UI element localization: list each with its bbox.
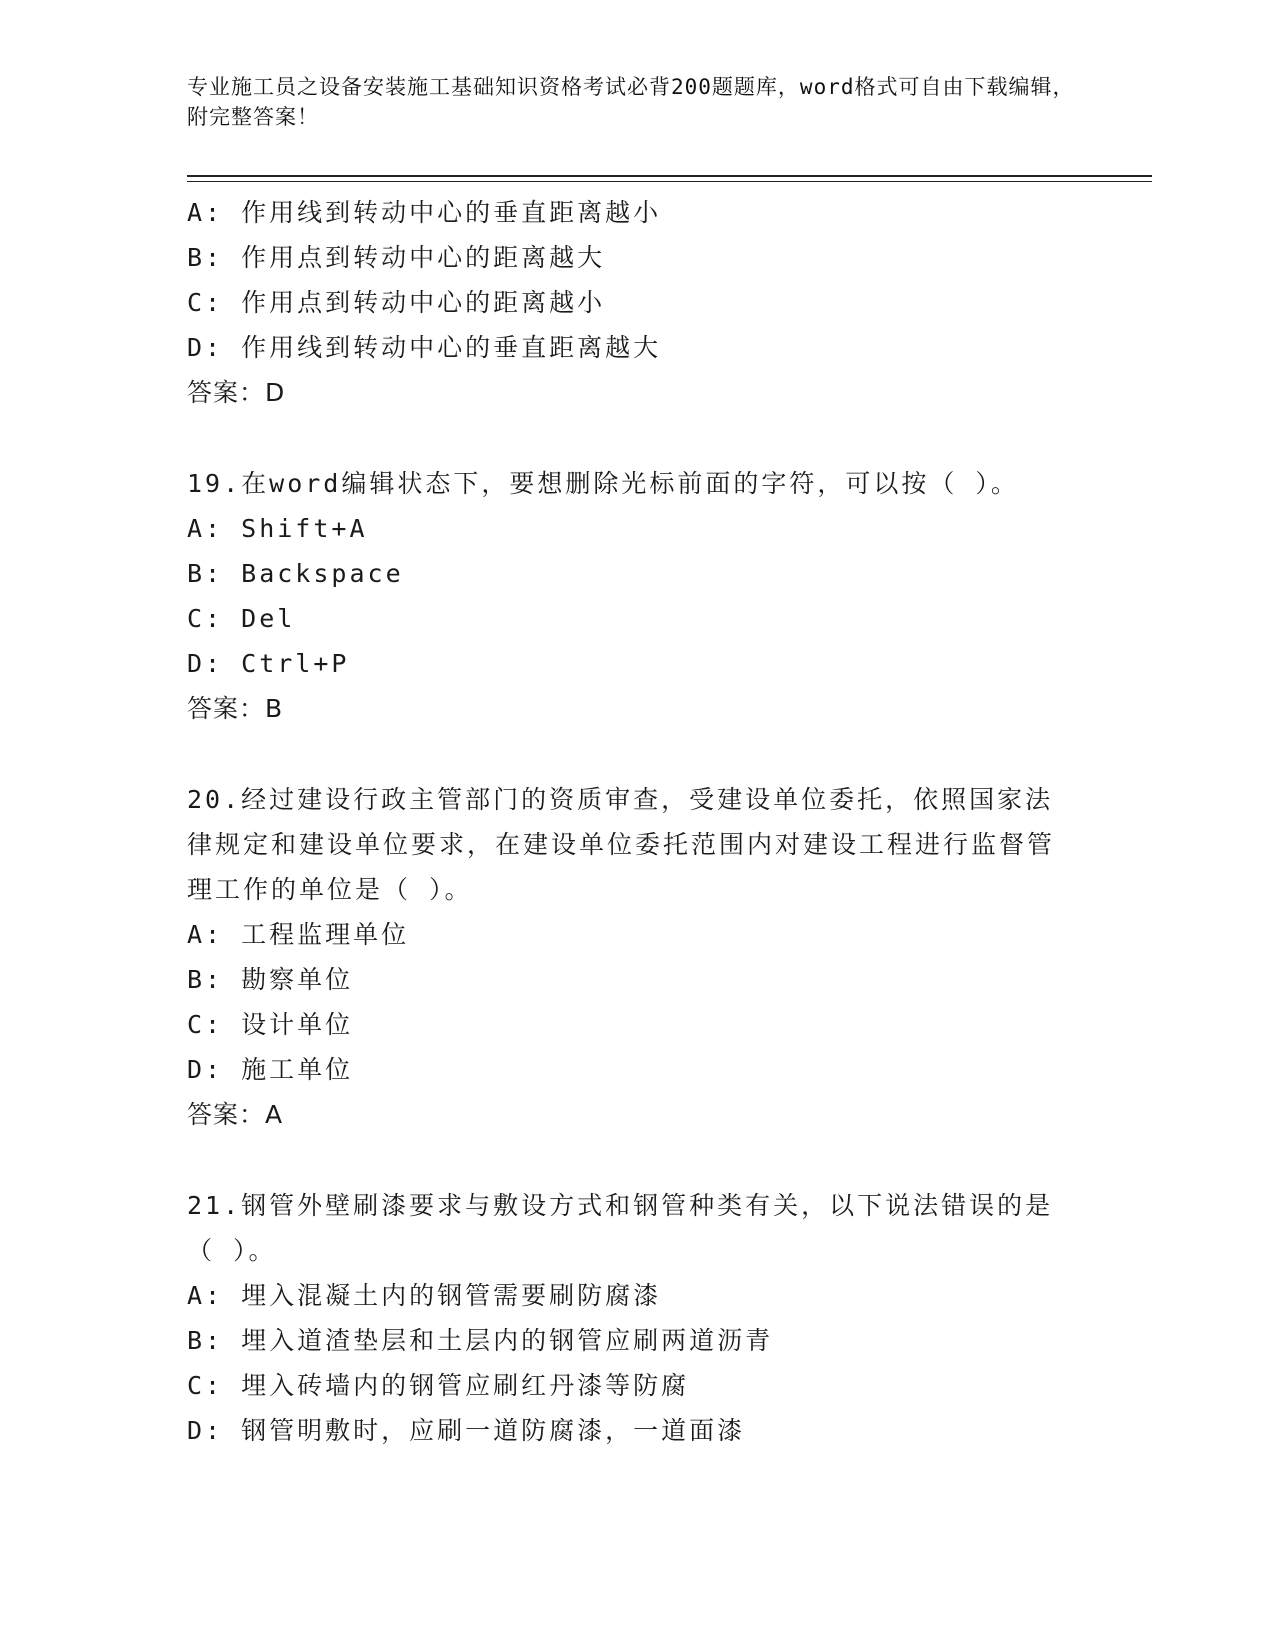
answer-line: 答案：B: [187, 694, 284, 723]
spacer: [187, 415, 1087, 461]
answer-line: 答案：D: [187, 378, 286, 407]
document-header: 专业施工员之设备安装施工基础知识资格考试必背200题题库，word格式可自由下载编辑，附完整答案！: [187, 75, 1075, 129]
option-a: A: Shift+A: [187, 514, 368, 543]
question-text: 20.经过建设行政主管部门的资质审查，受建设单位委托，依照国家法律规定和建设单位要求，在建设单位委托范围内对建设工程进行监督管理工作的单位是（ ）。: [187, 785, 1056, 904]
option-b: B: 勘察单位: [187, 965, 354, 994]
question-20-block: [187, 777, 1087, 1137]
option-b: B: 作用点到转动中心的距离越大: [187, 243, 606, 272]
question-list: [187, 190, 1087, 1453]
option-d: D: 钢管明敷时，应刷一道防腐漆，一道面漆: [187, 1416, 746, 1445]
option-b: B: 埋入道渣垫层和土层内的钢管应刷两道沥青: [187, 1326, 774, 1355]
option-d: D: 作用线到转动中心的垂直距离越大: [187, 333, 662, 362]
question-text: 21.钢管外壁刷漆要求与敷设方式和钢管种类有关，以下说法错误的是（ ）。: [187, 1191, 1054, 1265]
question-19-block: [187, 461, 1087, 731]
option-d: D: Ctrl+P: [187, 649, 350, 678]
question-18-block: [187, 190, 1087, 415]
option-c: C: 设计单位: [187, 1010, 354, 1039]
option-a: A: 作用线到转动中心的垂直距离越小: [187, 198, 662, 227]
header-rule-thin: [187, 181, 1152, 182]
option-b: B: Backspace: [187, 559, 404, 588]
option-d: D: 施工单位: [187, 1055, 354, 1084]
option-a: A: 埋入混凝土内的钢管需要刷防腐漆: [187, 1281, 662, 1310]
option-c: C: 埋入砖墙内的钢管应刷红丹漆等防腐: [187, 1371, 690, 1400]
header-rule-thick: [187, 175, 1152, 177]
option-a: A: 工程监理单位: [187, 920, 410, 949]
spacer: [187, 731, 1087, 777]
option-c: C: Del: [187, 604, 296, 633]
spacer: [187, 1137, 1087, 1183]
question-21-block: [187, 1183, 1087, 1453]
question-text: 19.在word编辑状态下，要想删除光标前面的字符，可以按（ ）。: [187, 469, 1019, 498]
answer-line: 答案：A: [187, 1100, 284, 1129]
option-c: C: 作用点到转动中心的距离越小: [187, 288, 606, 317]
